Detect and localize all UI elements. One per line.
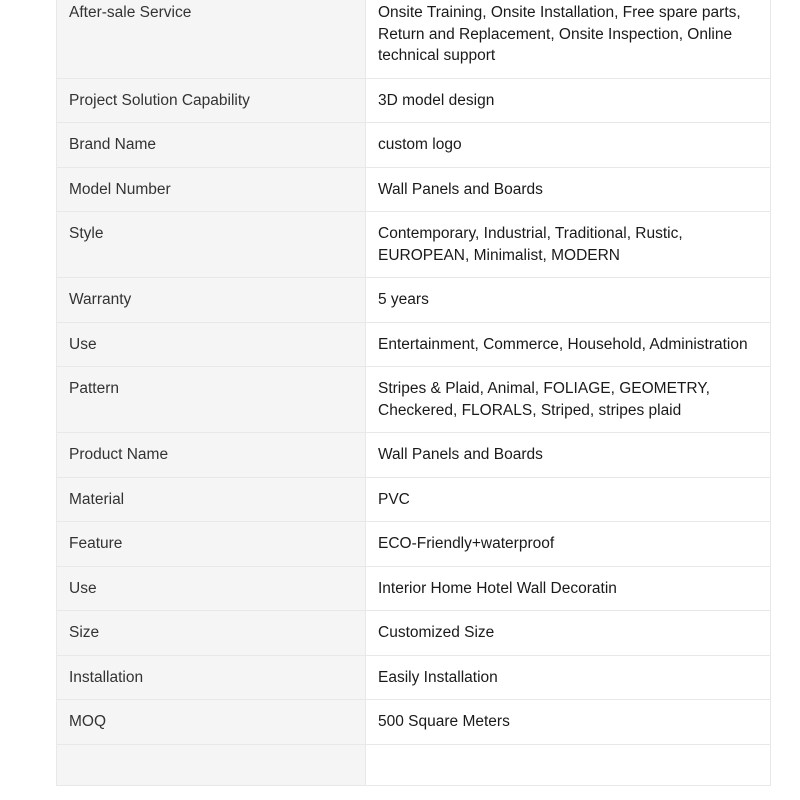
spec-key: Installation — [57, 655, 366, 700]
spec-key: Project Solution Capability — [57, 78, 366, 123]
spec-row-style — [57, 212, 771, 278]
spec-value: custom logo — [366, 123, 771, 168]
spec-value: Contemporary, Industrial, Traditional, Rustic, EUROPEAN, Minimalist, MODERN — [366, 212, 771, 278]
spec-row-model-number — [57, 167, 771, 212]
spec-key: Feature — [57, 522, 366, 567]
spec-value-empty — [366, 744, 771, 785]
spec-value: Wall Panels and Boards — [366, 167, 771, 212]
spec-key: MOQ — [57, 700, 366, 745]
spec-row-feature — [57, 522, 771, 567]
spec-row-partial — [57, 744, 771, 785]
spec-key: Warranty — [57, 278, 366, 323]
spec-row-use-interior — [57, 566, 771, 611]
spec-value: 500 Square Meters — [366, 700, 771, 745]
spec-key: Pattern — [57, 367, 366, 433]
spec-row-project-solution-capability — [57, 78, 771, 123]
spec-key: After-sale Service — [57, 0, 366, 78]
product-specifications-table — [56, 0, 771, 786]
spec-key: Use — [57, 566, 366, 611]
spec-row-product-name — [57, 433, 771, 478]
spec-key: Brand Name — [57, 123, 366, 168]
spec-row-material — [57, 477, 771, 522]
spec-key: Use — [57, 322, 366, 367]
spec-value: Wall Panels and Boards — [366, 433, 771, 478]
spec-row-warranty — [57, 278, 771, 323]
spec-row-size — [57, 611, 771, 656]
spec-value: Customized Size — [366, 611, 771, 656]
spec-key: Model Number — [57, 167, 366, 212]
spec-key: Style — [57, 212, 366, 278]
spec-value: Entertainment, Commerce, Household, Administration — [366, 322, 771, 367]
spec-value: PVC — [366, 477, 771, 522]
spec-value: Interior Home Hotel Wall Decoratin — [366, 566, 771, 611]
spec-row-after-sale-service — [57, 0, 771, 78]
spec-row-installation — [57, 655, 771, 700]
spec-value: 5 years — [366, 278, 771, 323]
spec-key: Material — [57, 477, 366, 522]
spec-value: ECO-Friendly+waterproof — [366, 522, 771, 567]
spec-row-pattern — [57, 367, 771, 433]
spec-value: Onsite Training, Onsite Installation, Free spare parts, Return and Replacement, Onsite Inspection, Online technical support — [366, 0, 771, 78]
spec-row-use — [57, 322, 771, 367]
spec-key-empty — [57, 744, 366, 785]
spec-key: Size — [57, 611, 366, 656]
spec-key: Product Name — [57, 433, 366, 478]
spec-row-moq — [57, 700, 771, 745]
spec-value: 3D model design — [366, 78, 771, 123]
spec-value: Easily Installation — [366, 655, 771, 700]
spec-row-brand-name — [57, 123, 771, 168]
spec-value: Stripes & Plaid, Animal, FOLIAGE, GEOMETRY, Checkered, FLORALS, Striped, stripes plaid — [366, 367, 771, 433]
